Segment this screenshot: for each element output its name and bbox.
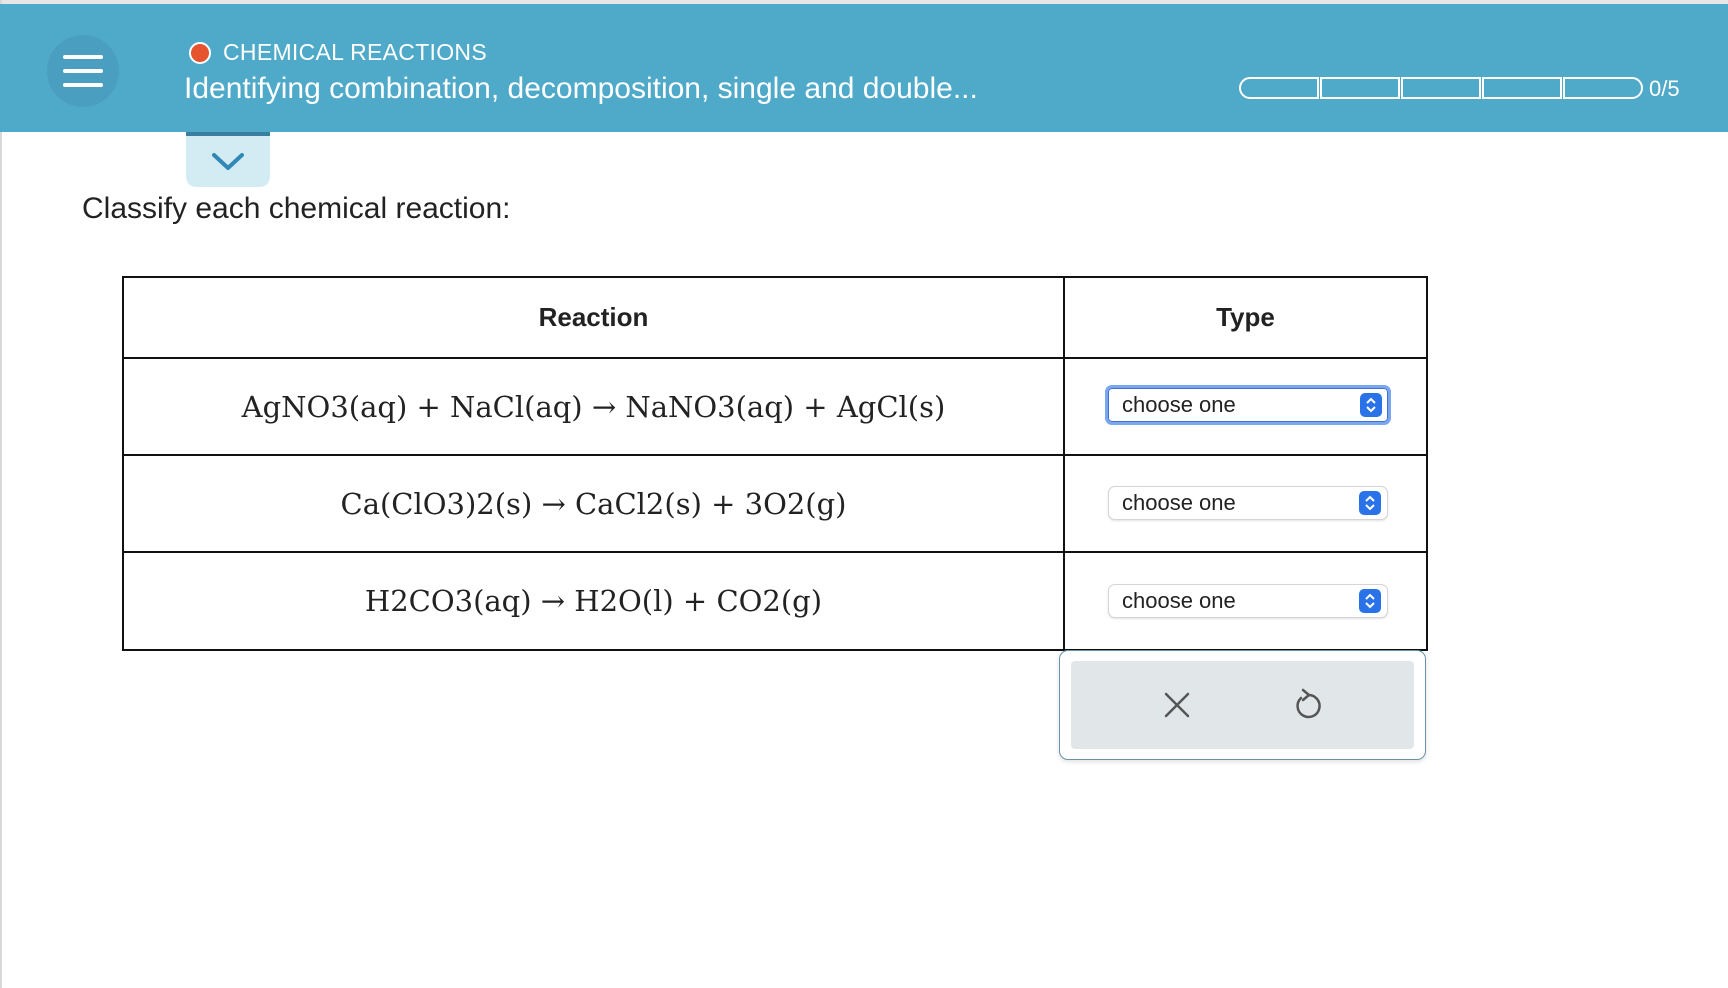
progress-bar xyxy=(1239,77,1644,99)
type-select-value: choose one xyxy=(1122,392,1236,417)
type-cell xyxy=(1064,552,1427,650)
clear-button[interactable] xyxy=(1152,680,1202,730)
progress-segment xyxy=(1239,77,1319,99)
undo-button[interactable] xyxy=(1283,680,1333,730)
reaction-table xyxy=(122,276,1428,651)
answer-action-panel xyxy=(1059,650,1426,760)
menu-button[interactable] xyxy=(47,35,119,107)
column-header-type: Type xyxy=(1064,277,1427,358)
reaction-equation xyxy=(123,552,1064,650)
left-edge xyxy=(0,0,2,988)
topic-label: CHEMICAL REACTIONS xyxy=(223,39,487,65)
table-row xyxy=(123,455,1427,552)
collapse-header-button[interactable] xyxy=(186,132,270,187)
page-title: Identifying combination, decomposition, single and double... xyxy=(184,72,978,105)
type-select[interactable] xyxy=(1108,584,1388,618)
updown-chevron-icon xyxy=(1359,589,1381,613)
question-prompt: Classify each chemical reaction: xyxy=(82,192,511,225)
hamburger-icon xyxy=(63,55,103,59)
header-bar xyxy=(0,4,1728,132)
table-header-row xyxy=(123,277,1427,358)
undo-icon xyxy=(1292,688,1324,722)
progress-segment xyxy=(1401,77,1481,99)
type-select[interactable] xyxy=(1108,486,1388,520)
updown-chevron-icon xyxy=(1360,393,1382,417)
reaction-text: AgNO3(aq) + NaCl(aq) → NaNO3(aq) + AgCl(s) xyxy=(241,389,946,424)
action-toolbar xyxy=(1071,661,1414,749)
type-select-value: choose one xyxy=(1122,490,1236,515)
progress-segment xyxy=(1482,77,1562,99)
column-header-reaction: Reaction xyxy=(123,277,1064,358)
close-icon xyxy=(1162,690,1192,720)
reaction-text: Ca(ClO3)2(s) → CaCl2(s) + 3O2(g) xyxy=(340,486,847,521)
progress-count: 0/5 xyxy=(1649,76,1680,101)
status-dot-icon xyxy=(189,42,211,64)
reaction-equation xyxy=(123,358,1064,455)
progress-segment xyxy=(1563,77,1643,99)
topic-row xyxy=(189,39,487,66)
type-select-value: choose one xyxy=(1122,588,1236,613)
reaction-equation xyxy=(123,455,1064,552)
reaction-text: H2CO3(aq) → H2O(l) + CO2(g) xyxy=(364,584,823,618)
progress-segment xyxy=(1320,77,1400,99)
table-row xyxy=(123,552,1427,650)
type-select[interactable] xyxy=(1105,385,1391,425)
updown-chevron-icon xyxy=(1359,491,1381,515)
table-row xyxy=(123,358,1427,455)
type-cell xyxy=(1064,358,1427,455)
type-cell xyxy=(1064,455,1427,552)
chevron-down-icon xyxy=(211,152,245,172)
